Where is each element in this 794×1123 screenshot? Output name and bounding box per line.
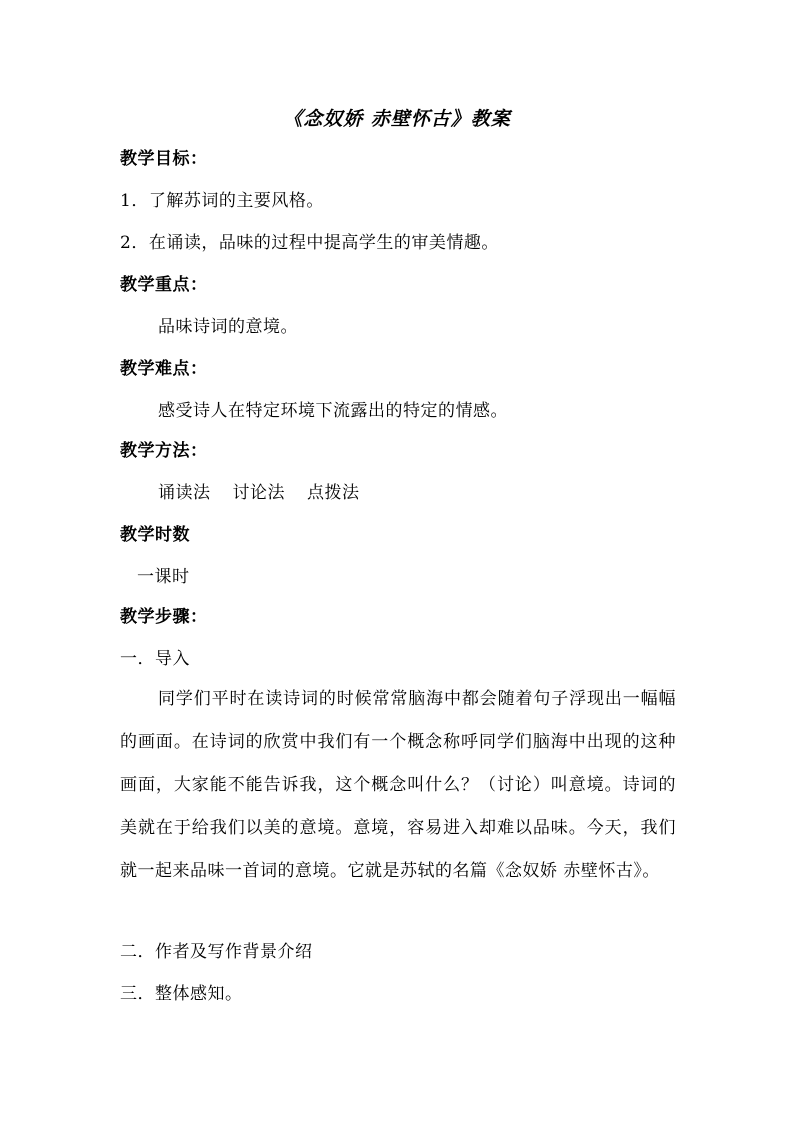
goal-item-1: 1．了解苏词的主要风格。	[120, 191, 324, 211]
step1-heading: 一．导入	[120, 649, 190, 669]
difficulty-text: 感受诗人在特定环境下流露出的特定的情感。	[158, 401, 508, 421]
method-item: 诵读法	[158, 483, 211, 503]
steps-heading: 教学步骤：	[120, 607, 208, 627]
difficulty-heading: 教学难点：	[120, 359, 208, 379]
step1-paragraph: 同学们平时在读诗词的时候常常脑海中都会随着句子浮现出一幅幅的画面。在诗词的欣赏中我们有一个概念称呼同学们脑海中出现的这种画面，大家能不能告诉我，这个概念叫什么？（讨论）叫意境。诗词的美就在于给我们以美的意境。意境，容易进入却难以品味。今天，我们就一起来品味一首词的意境。它就是苏轼的名篇《念奴娇 赤壁怀古》。	[120, 689, 676, 881]
step2-heading: 二．作者及写作背景介绍	[120, 942, 313, 962]
goals-heading: 教学目标：	[120, 149, 208, 169]
method-item: 讨论法	[232, 483, 285, 503]
goal-item-2: 2．在诵读，品味的过程中提高学生的审美情趣。	[120, 233, 499, 253]
hours-heading: 教学时数	[120, 525, 190, 545]
document-title: 《念奴娇 赤壁怀古》教案	[283, 108, 511, 130]
method-heading: 教学方法：	[120, 441, 208, 461]
key-heading: 教学重点：	[120, 275, 208, 295]
key-text: 品味诗词的意境。	[158, 317, 298, 337]
hours-text: 一课时	[137, 567, 190, 587]
method-item: 点拨法	[307, 483, 360, 503]
step3-heading: 三．整体感知。	[120, 984, 243, 1004]
method-list	[158, 478, 382, 508]
